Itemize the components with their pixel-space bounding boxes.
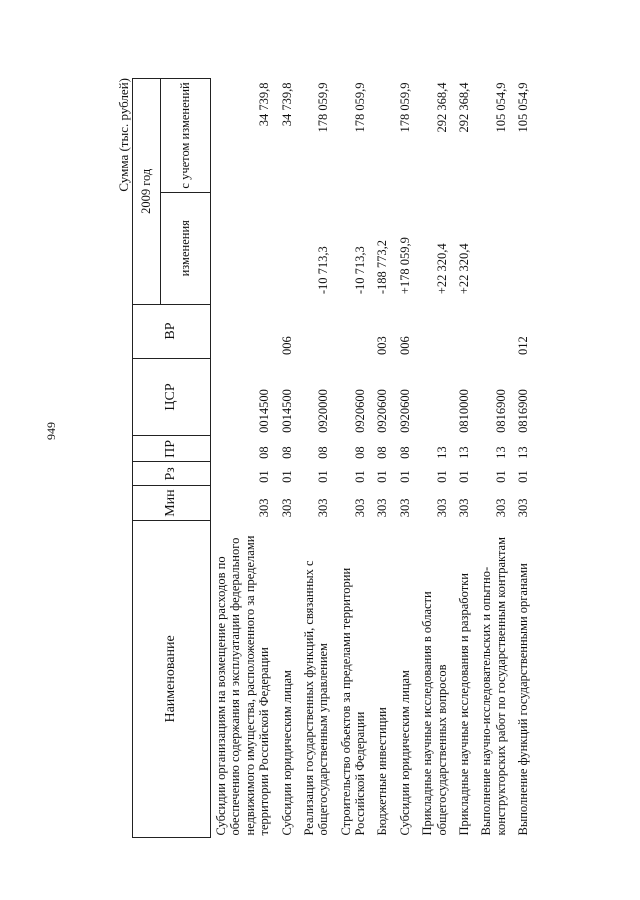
table-row xyxy=(417,79,454,838)
row-name: Бюджетные инвестиции xyxy=(375,707,390,836)
row-vr xyxy=(211,304,277,358)
row-pr: 08 xyxy=(257,446,272,459)
row-rz: 01 xyxy=(353,470,367,483)
row-min: 303 xyxy=(257,498,272,518)
row-csr: 0816900 xyxy=(493,389,508,433)
row-pr: 13 xyxy=(516,446,530,459)
table-row xyxy=(336,79,373,838)
row-min: 303 xyxy=(434,498,449,518)
row-vr xyxy=(299,304,336,358)
row-min: 303 xyxy=(456,498,471,518)
row-vr xyxy=(454,304,476,358)
header-csr: ЦСР xyxy=(133,358,211,436)
budget-table xyxy=(132,78,535,838)
row-total: 34 739,8 xyxy=(257,82,272,127)
row-pr: 08 xyxy=(397,446,412,459)
units-caption: Сумма (тыс. рублей) xyxy=(116,78,131,192)
table-row xyxy=(372,79,394,838)
row-vr: 003 xyxy=(375,336,390,356)
row-pr: 13 xyxy=(456,446,471,459)
row-rz: 01 xyxy=(375,470,390,483)
row-min: 303 xyxy=(493,498,508,518)
row-change: -10 713,3 xyxy=(353,246,367,295)
row-total: 34 739,8 xyxy=(279,82,294,127)
table-row xyxy=(513,79,535,838)
row-total: 178 059,9 xyxy=(316,82,331,133)
row-name: Выполнение функций государственными органами xyxy=(516,563,530,836)
row-csr xyxy=(417,358,454,436)
row-change: -10 713,3 xyxy=(316,246,331,295)
row-change: -188 773,2 xyxy=(375,239,390,295)
row-csr: 0014500 xyxy=(257,389,272,433)
row-csr: 0920000 xyxy=(316,389,331,433)
row-vr: 006 xyxy=(279,336,294,356)
table-row xyxy=(299,79,336,838)
row-pr: 08 xyxy=(316,446,331,459)
budget-table-page xyxy=(110,78,580,838)
row-change xyxy=(476,192,513,304)
row-vr xyxy=(417,304,454,358)
row-csr: 0816900 xyxy=(516,389,530,433)
row-change xyxy=(211,192,277,304)
row-rz: 01 xyxy=(257,470,272,483)
header-min: Мин xyxy=(133,486,211,520)
row-total: 292 368,4 xyxy=(434,82,449,133)
row-rz: 01 xyxy=(456,470,471,483)
row-name: Реализация государственных функций, связанных с общегосударственным управлением xyxy=(301,560,331,836)
table-row xyxy=(277,79,299,838)
row-min: 303 xyxy=(375,498,390,518)
row-total: 292 368,4 xyxy=(456,82,471,133)
row-name: Выполнение научно-исследовательских и опытно-конструкторских работ по государственным контрактам xyxy=(479,536,508,836)
row-change xyxy=(277,192,299,304)
row-pr: 13 xyxy=(493,446,508,459)
row-name: Субсидии юридическим лицам xyxy=(397,670,412,836)
row-min: 303 xyxy=(316,498,331,518)
table-row xyxy=(454,79,476,838)
page-number: 949 xyxy=(44,422,58,440)
row-pr: 08 xyxy=(279,446,294,459)
header-vr: ВР xyxy=(133,304,211,358)
row-rz: 01 xyxy=(516,470,530,483)
row-name: Прикладные научные исследования в области общегосударственных вопросов xyxy=(420,591,449,836)
budget-rows xyxy=(211,79,536,838)
row-csr: 0810000 xyxy=(456,389,471,433)
row-rz: 01 xyxy=(493,470,508,483)
row-total: 105 054,9 xyxy=(516,82,530,133)
row-min: 303 xyxy=(397,498,412,518)
row-pr: 08 xyxy=(375,446,390,459)
header-with-changes: с учетом изменений xyxy=(161,79,211,193)
row-name: Субсидии юридическим лицам xyxy=(279,670,294,836)
row-change: +178 059,9 xyxy=(397,237,412,295)
row-csr: 0920600 xyxy=(397,389,412,433)
row-name: Субсидии организациям на возмещение расходов по обеспечению содержания и эксплуатации федерального недвижимого имущества, расположенного за пределами территории Российской Федерации xyxy=(214,535,272,836)
row-total xyxy=(372,79,394,193)
row-rz: 01 xyxy=(397,470,412,483)
row-vr: 006 xyxy=(397,336,412,356)
row-pr: 13 xyxy=(434,446,449,459)
row-csr: 0920600 xyxy=(353,389,367,433)
table-row xyxy=(476,79,513,838)
row-change: +22 320,4 xyxy=(456,243,471,295)
row-csr: 0014500 xyxy=(279,389,294,433)
row-total: 178 059,9 xyxy=(353,82,367,133)
row-rz: 01 xyxy=(316,470,331,483)
header-pr: ПР xyxy=(133,436,211,462)
row-rz: 01 xyxy=(434,470,449,483)
row-csr: 0920600 xyxy=(375,389,390,433)
header-year: 2009 год xyxy=(133,79,161,305)
table-row xyxy=(395,79,417,838)
header-changes: изменения xyxy=(161,192,211,304)
header-name: Наименование xyxy=(133,520,211,837)
row-min: 303 xyxy=(516,498,530,518)
row-change xyxy=(513,192,535,304)
row-min: 303 xyxy=(353,498,367,518)
header-rz: Рз xyxy=(133,462,211,486)
table-row xyxy=(211,79,277,838)
row-total: 105 054,9 xyxy=(493,82,508,133)
row-pr: 08 xyxy=(353,446,367,459)
row-vr xyxy=(336,304,373,358)
row-min: 303 xyxy=(279,498,294,518)
row-name: Строительство объектов за пределами территории Российской Федерации xyxy=(338,567,367,836)
row-vr xyxy=(476,304,513,358)
row-name: Прикладные научные исследования и разработки xyxy=(456,573,471,836)
row-rz: 01 xyxy=(279,470,294,483)
row-vr: 012 xyxy=(516,336,530,356)
row-total: 178 059,9 xyxy=(397,82,412,133)
row-change: +22 320,4 xyxy=(434,243,449,295)
